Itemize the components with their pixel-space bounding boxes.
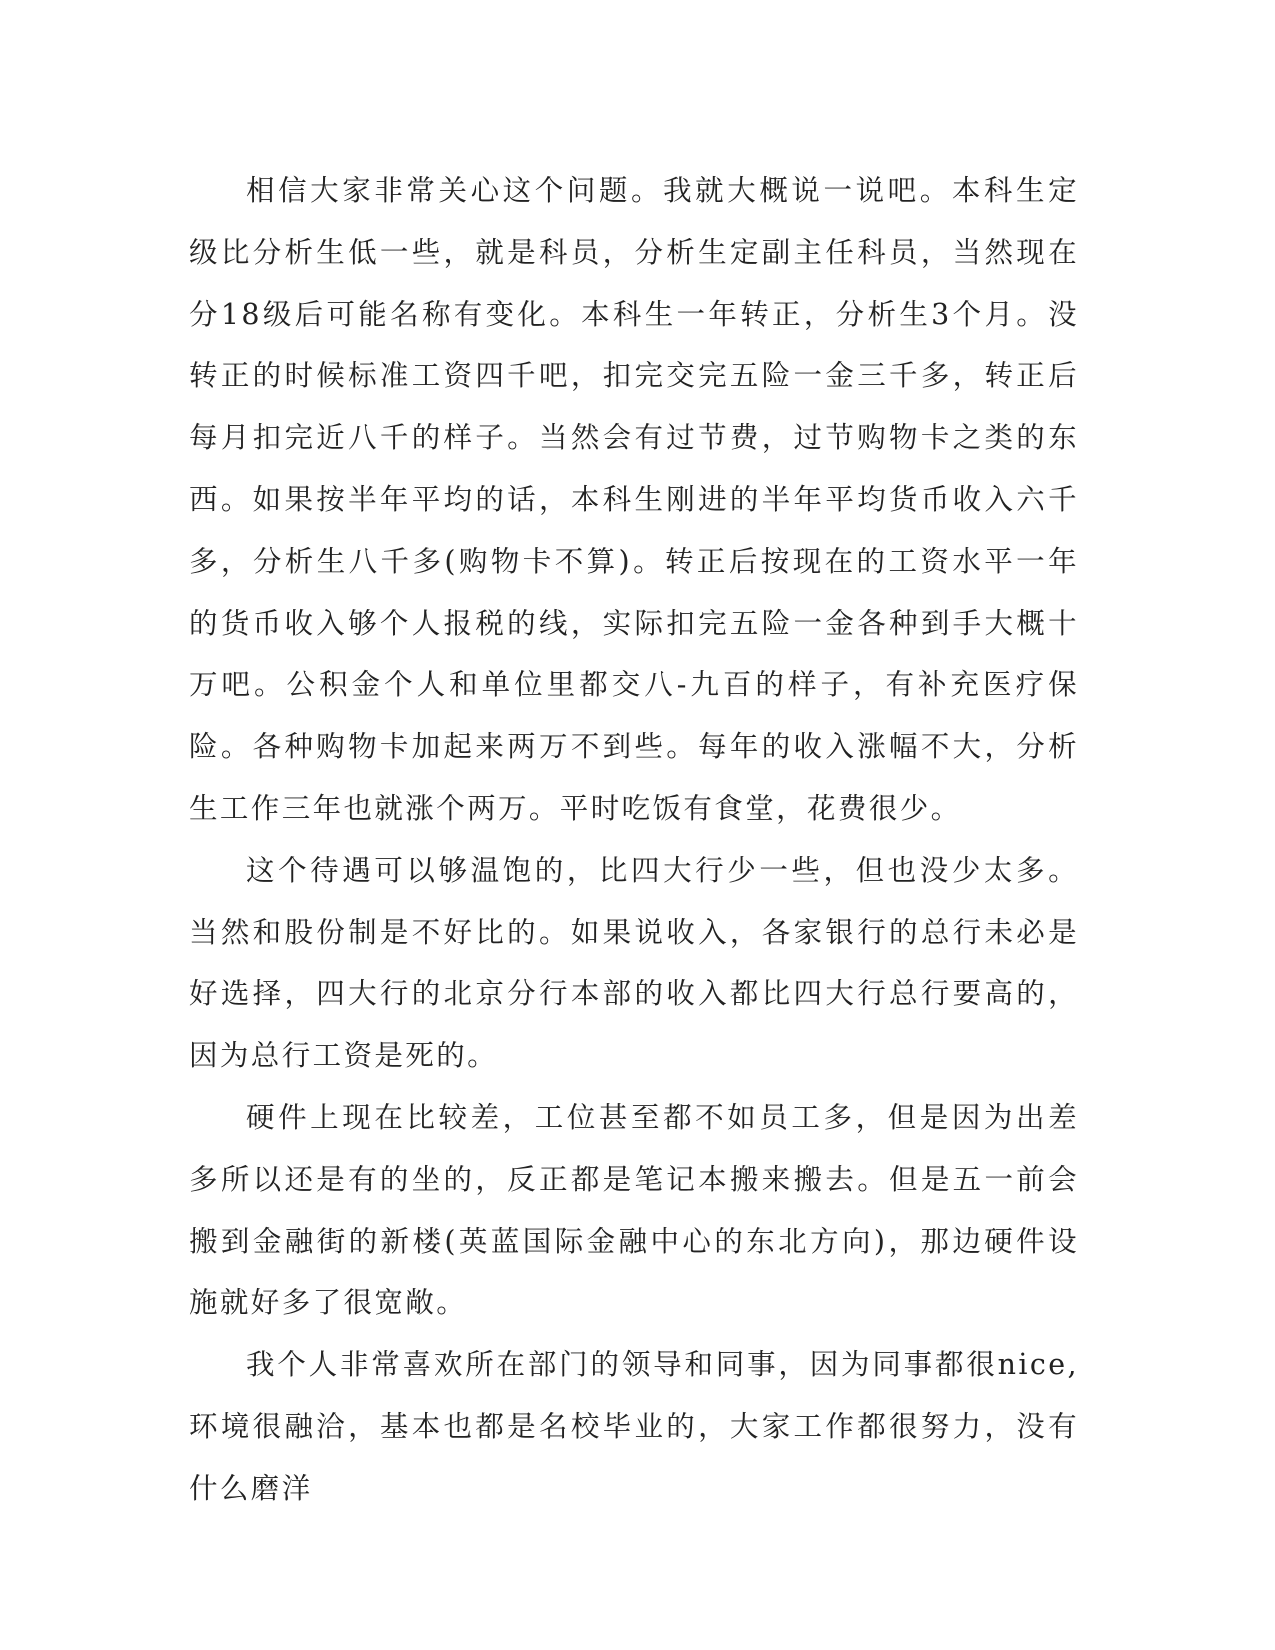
document-body [189, 160, 1079, 1520]
paragraph-salary: 相信大家非常关心这个问题。我就大概说一说吧。本科生定级比分析生低一些，就是科员，分析生定副主任科员，当然现在分18级后可能名称有变化。本科生一年转正，分析生3个月。没转正的时候标准工资四千吧，扣完交完五险一金三千多，转正后每月扣完近八千的样子。当然会有过节费，过节购物卡之类的东西。如果按半年平均的话，本科生刚进的半年平均货币收入六千多，分析生八千多(购物卡不算)。转正后按现在的工资水平一年的货币收入够个人报税的线，实际扣完五险一金各种到手大概十万吧。公积金个人和单位里都交八-九百的样子，有补充医疗保险。各种购物卡加起来两万不到些。每年的收入涨幅不大，分析生工作三年也就涨个两万。平时吃饭有食堂，花费很少。 [189, 174, 1079, 825]
paragraph-comparison: 这个待遇可以够温饱的，比四大行少一些，但也没少太多。当然和股份制是不好比的。如果说收入，各家银行的总行未必是好选择，四大行的北京分行本部的收入都比四大行总行要高的，因为总行工资是死的。 [189, 853, 1079, 1073]
paragraph-facilities: 硬件上现在比较差，工位甚至都不如员工多，但是因为出差多所以还是有的坐的，反正都是笔记本搬来搬去。但是五一前会搬到金融街的新楼(英蓝国际金融中心的东北方向)，那边硬件设施就好多了很宽敞。 [189, 1100, 1079, 1320]
paragraph-colleagues: 我个人非常喜欢所在部门的领导和同事，因为同事都很nice,环境很融洽，基本也都是名校毕业的，大家工作都很努力，没有什么磨洋 [189, 1348, 1079, 1505]
